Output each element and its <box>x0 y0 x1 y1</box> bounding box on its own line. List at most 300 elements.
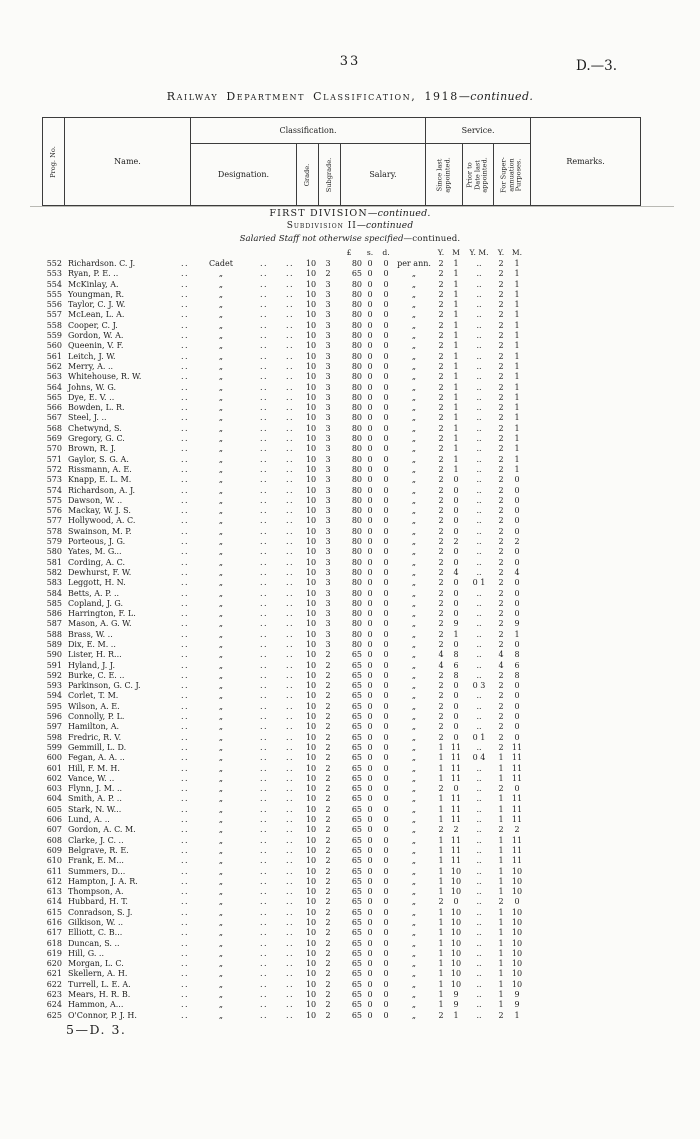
table-row <box>0 928 700 938</box>
prior-service-cell: .. <box>476 804 482 814</box>
salary-pence-cell: 0 <box>383 681 389 691</box>
name-cell: Dewhurst, F. W. <box>68 567 132 577</box>
grade-cell: 10 <box>305 320 317 330</box>
leader-dots-cell: .. <box>285 918 295 927</box>
grade-cell: 10 <box>305 413 317 423</box>
per-annum-cell: „ <box>411 959 417 969</box>
salary-pence-cell: 0 <box>383 712 389 722</box>
table-row <box>0 897 700 907</box>
subgrade-cell: 2 <box>325 876 331 886</box>
name-cell: Bowden, L. R. <box>68 403 125 413</box>
since-months-cell: 11 <box>450 773 462 783</box>
table-row <box>0 753 700 763</box>
super-months-cell: 1 <box>514 331 520 341</box>
super-years-cell: 2 <box>498 279 504 289</box>
leader-dots-cell: .. <box>180 320 190 330</box>
salary-pence-cell: 0 <box>383 434 389 444</box>
salary-pence-cell: 0 <box>383 300 389 310</box>
per-annum-cell: „ <box>411 351 417 361</box>
name-cell: Gordon, W. A. <box>68 331 124 341</box>
per-annum-cell: „ <box>411 1010 417 1020</box>
name-cell: Mason, A. G. W. <box>68 619 132 629</box>
leader-dots-cell: .. <box>180 485 190 495</box>
prior-service-cell: .. <box>476 691 482 701</box>
unit-since-months: M <box>452 248 460 257</box>
salary-shillings-cell: 0 <box>367 423 373 433</box>
designation-cell: „ <box>218 310 224 320</box>
leader-dots-cell: .. <box>180 794 190 804</box>
super-years-cell: 2 <box>498 361 504 371</box>
super-years-cell: 2 <box>498 1010 504 1020</box>
leader-dots-cell: .. <box>259 732 269 742</box>
since-months-cell: 0 <box>453 495 459 505</box>
grade-cell: 10 <box>305 712 317 722</box>
super-years-cell: 2 <box>498 897 504 907</box>
leader-dots-cell: .. <box>285 279 295 289</box>
salary-pence-cell: 0 <box>383 351 389 361</box>
super-months-cell: 10 <box>511 969 523 979</box>
prog-no-cell: 624 <box>46 1000 62 1010</box>
leader-dots-cell: .. <box>259 794 269 804</box>
leader-dots-cell: .. <box>180 990 190 1000</box>
since-months-cell: 1 <box>453 413 459 423</box>
prog-no-cell: 616 <box>46 918 62 927</box>
grade-cell: 10 <box>305 372 317 382</box>
super-years-cell: 2 <box>498 310 504 320</box>
name-cell: Clarke, J. C. .. <box>68 835 124 845</box>
table-row <box>0 681 700 691</box>
name-cell: Stark, N. W... <box>68 804 122 814</box>
prior-service-cell: .. <box>476 959 482 969</box>
leader-dots-cell: .. <box>180 918 190 927</box>
prior-service-cell: .. <box>476 876 482 886</box>
name-cell: Duncan, S. .. <box>68 938 120 948</box>
designation-cell: „ <box>218 866 224 876</box>
salary-pounds-cell: 80 <box>351 259 362 268</box>
salary-shillings-cell: 0 <box>367 773 373 783</box>
since-months-cell: 9 <box>453 990 459 1000</box>
subgrade-cell: 2 <box>325 732 331 742</box>
designation-cell: „ <box>218 598 224 608</box>
prior-service-cell: .. <box>476 259 482 268</box>
prog-no-cell: 565 <box>46 392 62 402</box>
prog-no-cell: 618 <box>46 938 62 948</box>
name-cell: Hampton, J. A. R. <box>68 876 138 886</box>
leader-dots-cell: .. <box>180 825 190 835</box>
since-months-cell: 10 <box>450 876 462 886</box>
prog-no-cell: 577 <box>46 516 62 526</box>
table-row <box>0 805 700 815</box>
leader-dots-cell: .. <box>285 526 295 536</box>
subgrade-cell: 3 <box>325 526 331 536</box>
designation-cell: „ <box>218 763 224 773</box>
leader-dots-cell: .. <box>180 639 190 649</box>
prior-service-cell: .. <box>476 794 482 804</box>
salary-pence-cell: 0 <box>383 784 389 794</box>
per-annum-cell: „ <box>411 918 417 927</box>
designation-cell: „ <box>218 907 224 917</box>
salary-pounds-cell: 80 <box>351 403 362 413</box>
name-cell: Brass, W. .. <box>68 629 113 639</box>
since-years-cell: 2 <box>438 444 444 454</box>
designation-cell: „ <box>218 351 224 361</box>
grade-cell: 10 <box>305 701 317 711</box>
salary-pounds-cell: 65 <box>351 691 362 701</box>
grade-cell: 10 <box>305 722 317 732</box>
table-row <box>0 558 700 568</box>
since-months-cell: 1 <box>453 403 459 413</box>
grade-cell: 10 <box>305 784 317 794</box>
since-years-cell: 2 <box>438 1010 444 1020</box>
designation-cell: „ <box>218 557 224 567</box>
super-years-cell: 1 <box>498 856 504 866</box>
name-cell: Lund, A. .. <box>68 815 110 825</box>
since-years-cell: 2 <box>438 341 444 351</box>
prog-no-cell: 561 <box>46 351 62 361</box>
super-years-cell: 1 <box>498 887 504 897</box>
super-months-cell: 0 <box>514 598 520 608</box>
leader-dots-cell: .. <box>285 557 295 567</box>
since-years-cell: 1 <box>438 856 444 866</box>
super-years-cell: 2 <box>498 495 504 505</box>
since-months-cell: 1 <box>453 444 459 454</box>
designation-cell: „ <box>218 289 224 299</box>
prior-service-cell: .. <box>476 423 482 433</box>
super-months-cell: 1 <box>514 444 520 454</box>
designation-cell: „ <box>218 609 224 619</box>
since-years-cell: 2 <box>438 547 444 557</box>
since-years-cell: 1 <box>438 742 444 752</box>
since-years-cell: 2 <box>438 454 444 464</box>
salary-pence-cell: 0 <box>383 722 389 732</box>
prior-service-cell: .. <box>476 866 482 876</box>
name-cell: Taylor, C. J. W. <box>68 300 126 310</box>
grade-cell: 10 <box>305 763 317 773</box>
since-years-cell: 2 <box>438 629 444 639</box>
salary-pence-cell: 0 <box>383 990 389 1000</box>
designation-cell: „ <box>218 392 224 402</box>
prior-service-cell: .. <box>476 907 482 917</box>
salary-shillings-cell: 0 <box>367 485 373 495</box>
name-cell: Mears, H. R. B. <box>68 990 131 1000</box>
leader-dots-cell: .. <box>180 712 190 722</box>
prog-no-cell: 619 <box>46 948 62 958</box>
designation-cell: „ <box>218 526 224 536</box>
per-annum-cell: „ <box>411 464 417 474</box>
leader-dots-cell: .. <box>285 753 295 763</box>
prog-no-cell: 573 <box>46 475 62 485</box>
salary-pounds-cell: 65 <box>351 918 362 927</box>
super-months-cell: 10 <box>511 979 523 989</box>
prog-no-cell: 572 <box>46 464 62 474</box>
leader-dots-cell: .. <box>180 701 190 711</box>
grade-cell: 10 <box>305 341 317 351</box>
designation-cell: „ <box>218 1010 224 1020</box>
subgrade-cell: 3 <box>325 609 331 619</box>
name-cell: Skellern, A. H. <box>68 969 128 979</box>
salary-pounds-cell: 65 <box>351 670 362 680</box>
name-cell: Youngman, R. <box>68 289 124 299</box>
super-months-cell: 0 <box>514 485 520 495</box>
since-months-cell: 1 <box>453 629 459 639</box>
salary-pounds-cell: 80 <box>351 310 362 320</box>
unit-pound: £ <box>346 248 352 257</box>
leader-dots-cell: .. <box>180 660 190 670</box>
since-years-cell: 1 <box>438 979 444 989</box>
super-years-cell: 1 <box>498 938 504 948</box>
subgrade-cell: 3 <box>325 567 331 577</box>
prog-no-cell: 601 <box>46 763 62 773</box>
grade-cell: 10 <box>305 825 317 835</box>
super-years-cell: 1 <box>498 928 504 938</box>
salary-pence-cell: 0 <box>383 701 389 711</box>
salary-pounds-cell: 65 <box>351 660 362 670</box>
since-years-cell: 2 <box>438 279 444 289</box>
prior-service-cell: .. <box>476 588 482 598</box>
since-years-cell: 2 <box>438 578 444 588</box>
grade-cell: 10 <box>305 629 317 639</box>
since-months-cell: 0 <box>453 475 459 485</box>
per-annum-cell: „ <box>411 794 417 804</box>
salary-pounds-cell: 80 <box>351 361 362 371</box>
super-months-cell: 11 <box>511 742 523 752</box>
header-service-group: Service. <box>426 118 531 144</box>
leader-dots-cell: .. <box>259 887 269 897</box>
salary-pounds-cell: 65 <box>351 773 362 783</box>
leader-dots-cell: .. <box>285 732 295 742</box>
designation-cell: „ <box>218 537 224 547</box>
salary-shillings-cell: 0 <box>367 887 373 897</box>
since-months-cell: 0 <box>453 578 459 588</box>
per-annum-cell: „ <box>411 948 417 958</box>
salary-pence-cell: 0 <box>383 320 389 330</box>
designation-cell: „ <box>218 547 224 557</box>
prog-no-cell: 574 <box>46 485 62 495</box>
super-months-cell: 10 <box>511 907 523 917</box>
grade-cell: 10 <box>305 382 317 392</box>
salary-pence-cell: 0 <box>383 619 389 629</box>
per-annum-cell: „ <box>411 639 417 649</box>
salary-pence-cell: 0 <box>383 506 389 516</box>
table-row <box>0 619 700 629</box>
prog-no-cell: 615 <box>46 907 62 917</box>
name-cell: Hill, G. .. <box>68 948 105 958</box>
salary-pounds-cell: 65 <box>351 732 362 742</box>
prior-service-cell: .. <box>476 887 482 897</box>
since-years-cell: 1 <box>438 835 444 845</box>
super-years-cell: 2 <box>498 557 504 567</box>
salary-pounds-cell: 80 <box>351 382 362 392</box>
prog-no-cell: 606 <box>46 815 62 825</box>
salary-shillings-cell: 0 <box>367 495 373 505</box>
prior-service-cell: .. <box>476 897 482 907</box>
super-years-cell: 2 <box>498 454 504 464</box>
table-row <box>0 475 700 485</box>
table-row <box>0 959 700 969</box>
super-years-cell: 2 <box>498 444 504 454</box>
leader-dots-cell: .. <box>285 361 295 371</box>
since-months-cell: 10 <box>450 907 462 917</box>
table-row <box>0 764 700 774</box>
since-months-cell: 0 <box>453 557 459 567</box>
grade-cell: 10 <box>305 660 317 670</box>
leader-dots-cell: .. <box>259 701 269 711</box>
salary-pounds-cell: 80 <box>351 372 362 382</box>
table-row <box>0 578 700 588</box>
table-row <box>0 393 700 403</box>
leader-dots-cell: .. <box>180 629 190 639</box>
since-years-cell: 2 <box>438 567 444 577</box>
leader-dots-cell: .. <box>180 722 190 732</box>
leader-dots-cell: .. <box>285 835 295 845</box>
leader-dots-cell: .. <box>180 969 190 979</box>
super-months-cell: 2 <box>514 825 520 835</box>
super-months-cell: 0 <box>514 578 520 588</box>
subgrade-cell: 2 <box>325 753 331 763</box>
since-months-cell: 0 <box>453 784 459 794</box>
per-annum-cell: „ <box>411 485 417 495</box>
since-years-cell: 2 <box>438 434 444 444</box>
name-cell: Parkinson, G. C. J. <box>68 681 141 691</box>
leader-dots-cell: .. <box>259 825 269 835</box>
salary-pence-cell: 0 <box>383 588 389 598</box>
since-years-cell: 2 <box>438 382 444 392</box>
designation-cell: „ <box>218 979 224 989</box>
subgrade-cell: 2 <box>325 269 331 279</box>
super-months-cell: 11 <box>511 804 523 814</box>
table-row <box>0 486 700 496</box>
salary-pounds-cell: 65 <box>351 763 362 773</box>
prog-no-cell: 584 <box>46 588 62 598</box>
per-annum-cell: „ <box>411 444 417 454</box>
leader-dots-cell: .. <box>259 897 269 907</box>
salary-pounds-cell: 80 <box>351 537 362 547</box>
prog-no-cell: 599 <box>46 742 62 752</box>
grade-cell: 10 <box>305 444 317 454</box>
since-years-cell: 1 <box>438 794 444 804</box>
grade-cell: 10 <box>305 279 317 289</box>
leader-dots-cell: .. <box>285 382 295 392</box>
prior-service-cell: .. <box>476 845 482 855</box>
super-months-cell: 10 <box>511 887 523 897</box>
subgrade-cell: 3 <box>325 639 331 649</box>
leader-dots-cell: .. <box>285 372 295 382</box>
prior-service-cell: .. <box>476 485 482 495</box>
salary-shillings-cell: 0 <box>367 845 373 855</box>
leader-dots-cell: .. <box>180 289 190 299</box>
leader-dots-cell: .. <box>180 537 190 547</box>
super-years-cell: 1 <box>498 753 504 763</box>
designation-cell: „ <box>218 815 224 825</box>
salary-pounds-cell: 80 <box>351 639 362 649</box>
per-annum-cell: „ <box>411 578 417 588</box>
leader-dots-cell: .. <box>285 876 295 886</box>
header-name: Name. <box>65 118 191 206</box>
super-months-cell: 6 <box>514 660 520 670</box>
salary-pence-cell: 0 <box>383 918 389 927</box>
super-years-cell: 2 <box>498 619 504 629</box>
per-annum-cell: „ <box>411 341 417 351</box>
table-row <box>0 465 700 475</box>
prior-service-cell: .. <box>476 722 482 732</box>
per-annum-cell: „ <box>411 701 417 711</box>
leader-dots-cell: .. <box>180 464 190 474</box>
salary-pence-cell: 0 <box>383 413 389 423</box>
salary-pounds-cell: 65 <box>351 907 362 917</box>
grade-cell: 10 <box>305 403 317 413</box>
salary-shillings-cell: 0 <box>367 619 373 629</box>
leader-dots-cell: .. <box>259 876 269 886</box>
salary-pence-cell: 0 <box>383 763 389 773</box>
name-cell: Frank, E. M... <box>68 856 124 866</box>
table-row <box>0 743 700 753</box>
grade-cell: 10 <box>305 1000 317 1010</box>
designation-cell: „ <box>218 887 224 897</box>
prior-service-cell: .. <box>476 1010 482 1020</box>
salary-shillings-cell: 0 <box>367 588 373 598</box>
since-years-cell: 2 <box>438 361 444 371</box>
since-months-cell: 1 <box>453 300 459 310</box>
super-months-cell: 0 <box>514 526 520 536</box>
designation-cell: „ <box>218 495 224 505</box>
designation-cell: „ <box>218 959 224 969</box>
leader-dots-cell: .. <box>180 979 190 989</box>
subgrade-cell: 3 <box>325 351 331 361</box>
prior-service-cell: .. <box>476 701 482 711</box>
salary-shillings-cell: 0 <box>367 681 373 691</box>
page-number: 33 <box>339 54 361 69</box>
super-years-cell: 2 <box>498 732 504 742</box>
super-years-cell: 1 <box>498 948 504 958</box>
salary-pence-cell: 0 <box>383 856 389 866</box>
salary-pence-cell: 0 <box>383 732 389 742</box>
grade-cell: 10 <box>305 567 317 577</box>
header-designation: Designation. <box>191 144 297 206</box>
designation-cell: „ <box>218 681 224 691</box>
super-months-cell: 2 <box>514 537 520 547</box>
since-years-cell: 1 <box>438 918 444 927</box>
since-years-cell: 1 <box>438 948 444 958</box>
since-months-cell: 11 <box>450 804 462 814</box>
prior-service-cell: .. <box>476 516 482 526</box>
salary-pounds-cell: 65 <box>351 835 362 845</box>
salary-pence-cell: 0 <box>383 938 389 948</box>
name-cell: Burke, C. E. .. <box>68 670 125 680</box>
subgrade-cell: 2 <box>325 887 331 897</box>
since-years-cell: 2 <box>438 300 444 310</box>
since-months-cell: 6 <box>453 660 459 670</box>
salary-pounds-cell: 80 <box>351 485 362 495</box>
prior-service-cell: .. <box>476 403 482 413</box>
leader-dots-cell: .. <box>180 598 190 608</box>
per-annum-cell: „ <box>411 619 417 629</box>
per-annum-cell: „ <box>411 979 417 989</box>
since-months-cell: 1 <box>453 279 459 289</box>
prior-service-cell: .. <box>476 361 482 371</box>
per-annum-cell: „ <box>411 897 417 907</box>
leader-dots-cell: .. <box>259 361 269 371</box>
designation-cell: „ <box>218 1000 224 1010</box>
name-cell: Smith, A. P. .. <box>68 794 122 804</box>
prog-no-cell: 559 <box>46 331 62 341</box>
salary-pounds-cell: 65 <box>351 876 362 886</box>
salary-pounds-cell: 80 <box>351 609 362 619</box>
super-months-cell: 0 <box>514 701 520 711</box>
designation-cell: „ <box>218 897 224 907</box>
unit-shillings: s. <box>366 248 374 257</box>
salary-shillings-cell: 0 <box>367 310 373 320</box>
per-annum-cell: „ <box>411 382 417 392</box>
